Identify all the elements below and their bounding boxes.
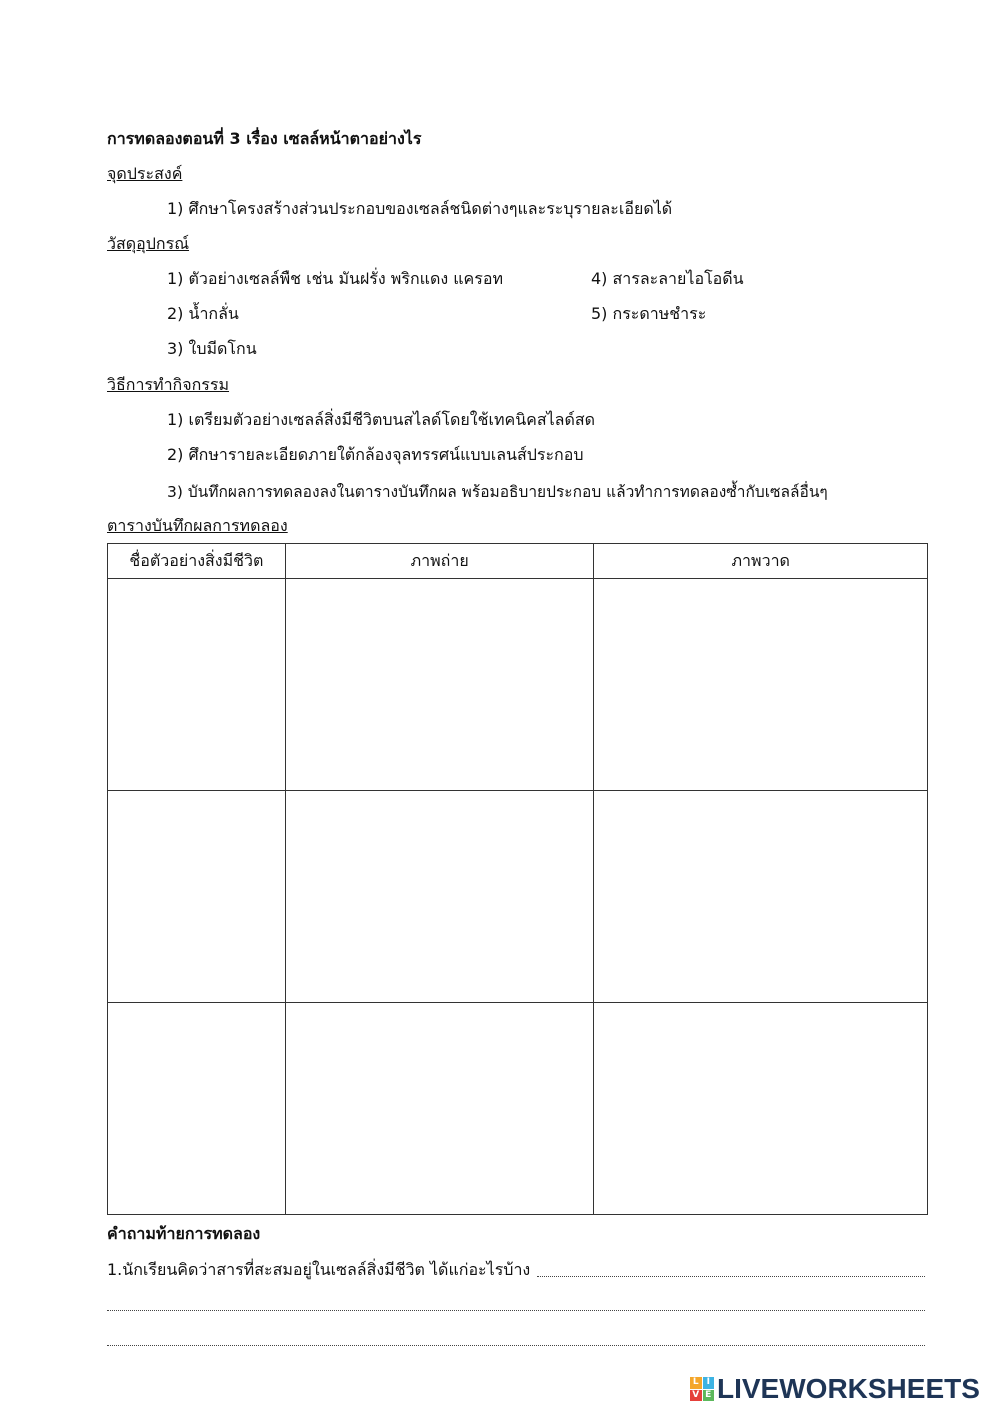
material-item-3: 3) ใบมีดโกน [167,339,257,358]
material-item-4: 4) สารละลายไอโอดีน [591,269,744,288]
photo-cell[interactable] [285,791,594,1003]
results-table-heading: ตารางบันทึกผลการทดลอง [107,516,288,535]
photo-cell[interactable] [285,1003,594,1215]
liveworksheets-logo-text: LIVEWORKSHEETS [717,1373,980,1404]
materials-heading: วัสดุอุปกรณ์ [107,234,190,253]
material-item-5: 5) กระดาษชำระ [591,304,707,323]
objective-heading: จุดประสงค์ [107,164,183,183]
page-title: การทดลองตอนที่ 3 เรื่อง เซลล์หน้าตาอย่างไร [107,129,422,148]
photo-cell[interactable] [285,579,594,791]
material-item-2: 2) น้ำกลั่น [167,304,239,323]
drawing-cell[interactable] [594,1003,928,1215]
questions-heading: คำถามท้ายการทดลอง [107,1224,261,1243]
objective-item: 1) ศึกษาโครงสร้างส่วนประกอบของเซลล์ชนิดต่างๆและระบุรายละเอียดได้ [167,199,673,218]
question-1-text: 1.นักเรียนคิดว่าสารที่สะสมอยู่ในเซลล์สิ่งมีชีวิต ได้แก่อะไรบ้าง [107,1260,531,1279]
column-header-specimen-name: ชื่อตัวอย่างสิ่งมีชีวิต [108,544,286,579]
table-header-row [108,544,928,579]
table-row [108,1003,928,1215]
specimen-name-cell[interactable] [108,791,286,1003]
drawing-cell[interactable] [594,579,928,791]
table-row [108,791,928,1003]
answer-line-1[interactable] [537,1276,925,1277]
table-row [108,579,928,791]
liveworksheets-logo-icon: L I V E [690,1377,714,1401]
specimen-name-cell[interactable] [108,1003,286,1215]
procedure-step-3: 3) บันทึกผลการทดลองลงในตารางบันทึกผล พร้อมอธิบายประกอบ แล้วทำการทดลองซ้ำกับเซลล์อื่นๆ [167,483,828,501]
procedure-step-1: 1) เตรียมตัวอย่างเซลล์สิ่งมีชีวิตบนสไลด์โดยใช้เทคนิคสไลด์สด [167,410,595,429]
material-item-1: 1) ตัวอย่างเซลล์พืช เช่น มันฝรั่ง พริกแดง แครอท [167,269,503,288]
column-header-drawing: ภาพวาด [594,544,928,579]
procedure-heading: วิธีการทำกิจกรรม [107,375,230,394]
drawing-cell[interactable] [594,791,928,1003]
liveworksheets-logo [690,1374,980,1404]
procedure-step-2: 2) ศึกษารายละเอียดภายใต้กล้องจุลทรรศน์แบบเลนส์ประกอบ [167,445,584,464]
column-header-photo: ภาพถ่าย [285,544,594,579]
results-table [107,543,928,1215]
answer-line-3[interactable] [107,1345,925,1346]
specimen-name-cell[interactable] [108,579,286,791]
answer-line-2[interactable] [107,1310,925,1311]
